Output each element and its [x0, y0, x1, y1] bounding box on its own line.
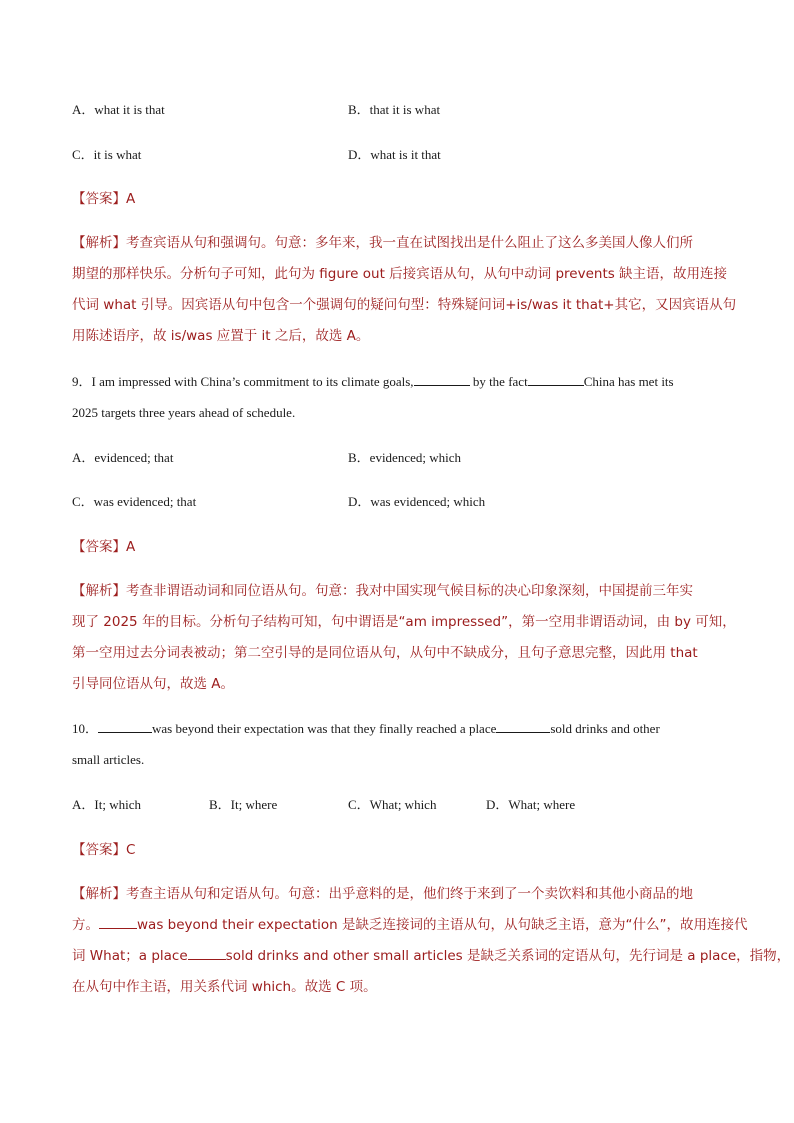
q8-option-a: A．what it is that [72, 102, 165, 117]
q8-analysis-line-3: 代词 what 引导。因宾语从句中包含一个强调句的疑问句型：特殊疑问词+is/was it that+其它，又因宾语从句 [72, 297, 737, 313]
answer-tag: 【答案】 [72, 842, 126, 858]
q8-option-d: D．what is it that [348, 147, 441, 162]
q9-option-a: A．evidenced; that [72, 450, 174, 465]
q9-option-c: C．was evidenced; that [72, 494, 197, 509]
q10-stem-text: sold drinks and other [550, 721, 660, 736]
q10-stem-text: was beyond their expectation was that they finally reached a place [152, 721, 497, 736]
q10-option-b: B．It; where [209, 797, 278, 812]
analysis-text: 考查主语从句和定语从句。句意：出乎意料的是，他们终于来到了一个卖饮料和其他小商品的地 [126, 886, 693, 902]
answer-tag: 【答案】 [72, 191, 126, 207]
q9-analysis-line-2: 现了 2025 年的目标。分析句子结构可知，句中谓语是“am impressed”，第一空用非谓语动词，由 by 可知， [72, 614, 736, 630]
q10-option-c: C．What; which [348, 797, 437, 812]
analysis-tag: 【解析】 [72, 886, 126, 902]
q10-answer-row [72, 841, 135, 859]
q10-option-a: A．It; which [72, 797, 141, 812]
q10-stem-line-2: small articles. [72, 752, 145, 767]
q9-stem-text: 9．I am impressed with China’s commitment to its climate goals, [72, 374, 414, 389]
q9-stem-line-1 [72, 373, 674, 391]
answer-value: A [126, 539, 136, 555]
answer-blank [496, 720, 550, 733]
q9-stem-text: by the fact [469, 374, 528, 389]
q8-option-b: B．that it is what [348, 102, 441, 117]
answer-blank [414, 373, 470, 386]
q10-analysis-line-1 [72, 885, 693, 903]
q9-analysis-line-1 [72, 582, 693, 600]
analysis-text: 考查非谓语动词和同位语从句。句意：我对中国实现气候目标的决心印象深刻，中国提前三年实 [126, 583, 693, 599]
q10-analysis-line-2 [72, 916, 748, 934]
analysis-text: was beyond their expectation 是缺乏连接词的主语从句，从句缺乏主语，意为“什么”，故用连接代 [137, 917, 748, 933]
q8-analysis-line-2: 期望的那样快乐。分析句子可知，此句为 figure out 后接宾语从句，从句中动词 prevents 缺主语，故用连接 [72, 266, 728, 282]
q10-stem-line-1 [72, 720, 660, 738]
q8-analysis-line-1 [72, 234, 693, 252]
answer-value: C [126, 842, 136, 858]
analysis-tag: 【解析】 [72, 583, 126, 599]
q10-number: 10． [72, 721, 99, 736]
analysis-text: 词 What；a place [72, 948, 188, 964]
answer-tag: 【答案】 [72, 539, 126, 555]
q9-stem-text: China has met its [583, 374, 674, 389]
q8-analysis-line-4: 用陈述语序，故 is/was 应置于 it 之后，故选 A。 [72, 328, 370, 344]
q9-option-b: B．evidenced; which [348, 450, 461, 465]
answer-value: A [126, 191, 136, 207]
q8-answer-row [72, 190, 135, 208]
answer-blank [99, 916, 137, 929]
q9-analysis-line-4: 引导同位语从句，故选 A。 [72, 676, 235, 692]
analysis-text: 考查宾语从句和强调句。句意：多年来，我一直在试图找出是什么阻止了这么多美国人像人们所 [126, 235, 693, 251]
q10-analysis-line-4: 在从句中作主语，用关系代词 which。故选 C 项。 [72, 979, 377, 995]
answer-blank [98, 720, 152, 733]
q10-option-d: D．What; where [486, 797, 576, 812]
analysis-text: sold drinks and other small articles 是缺乏关系词的定语从句，先行词是 a place，指物， [225, 948, 791, 964]
q10-analysis-line-3 [72, 947, 790, 965]
q9-option-d: D．was evidenced; which [348, 494, 486, 509]
q8-option-c: C．it is what [72, 147, 142, 162]
q9-stem-line-2: 2025 targets three years ahead of schedule. [72, 405, 296, 420]
analysis-text: 方。 [72, 917, 99, 933]
q9-analysis-line-3: 第一空用过去分词表被动；第二空引导的是同位语从句，从句中不缺成分，且句子意思完整，因此用 that [72, 645, 698, 661]
answer-blank [188, 947, 226, 960]
answer-blank [528, 373, 584, 386]
q9-answer-row [72, 538, 135, 556]
analysis-tag: 【解析】 [72, 235, 126, 251]
